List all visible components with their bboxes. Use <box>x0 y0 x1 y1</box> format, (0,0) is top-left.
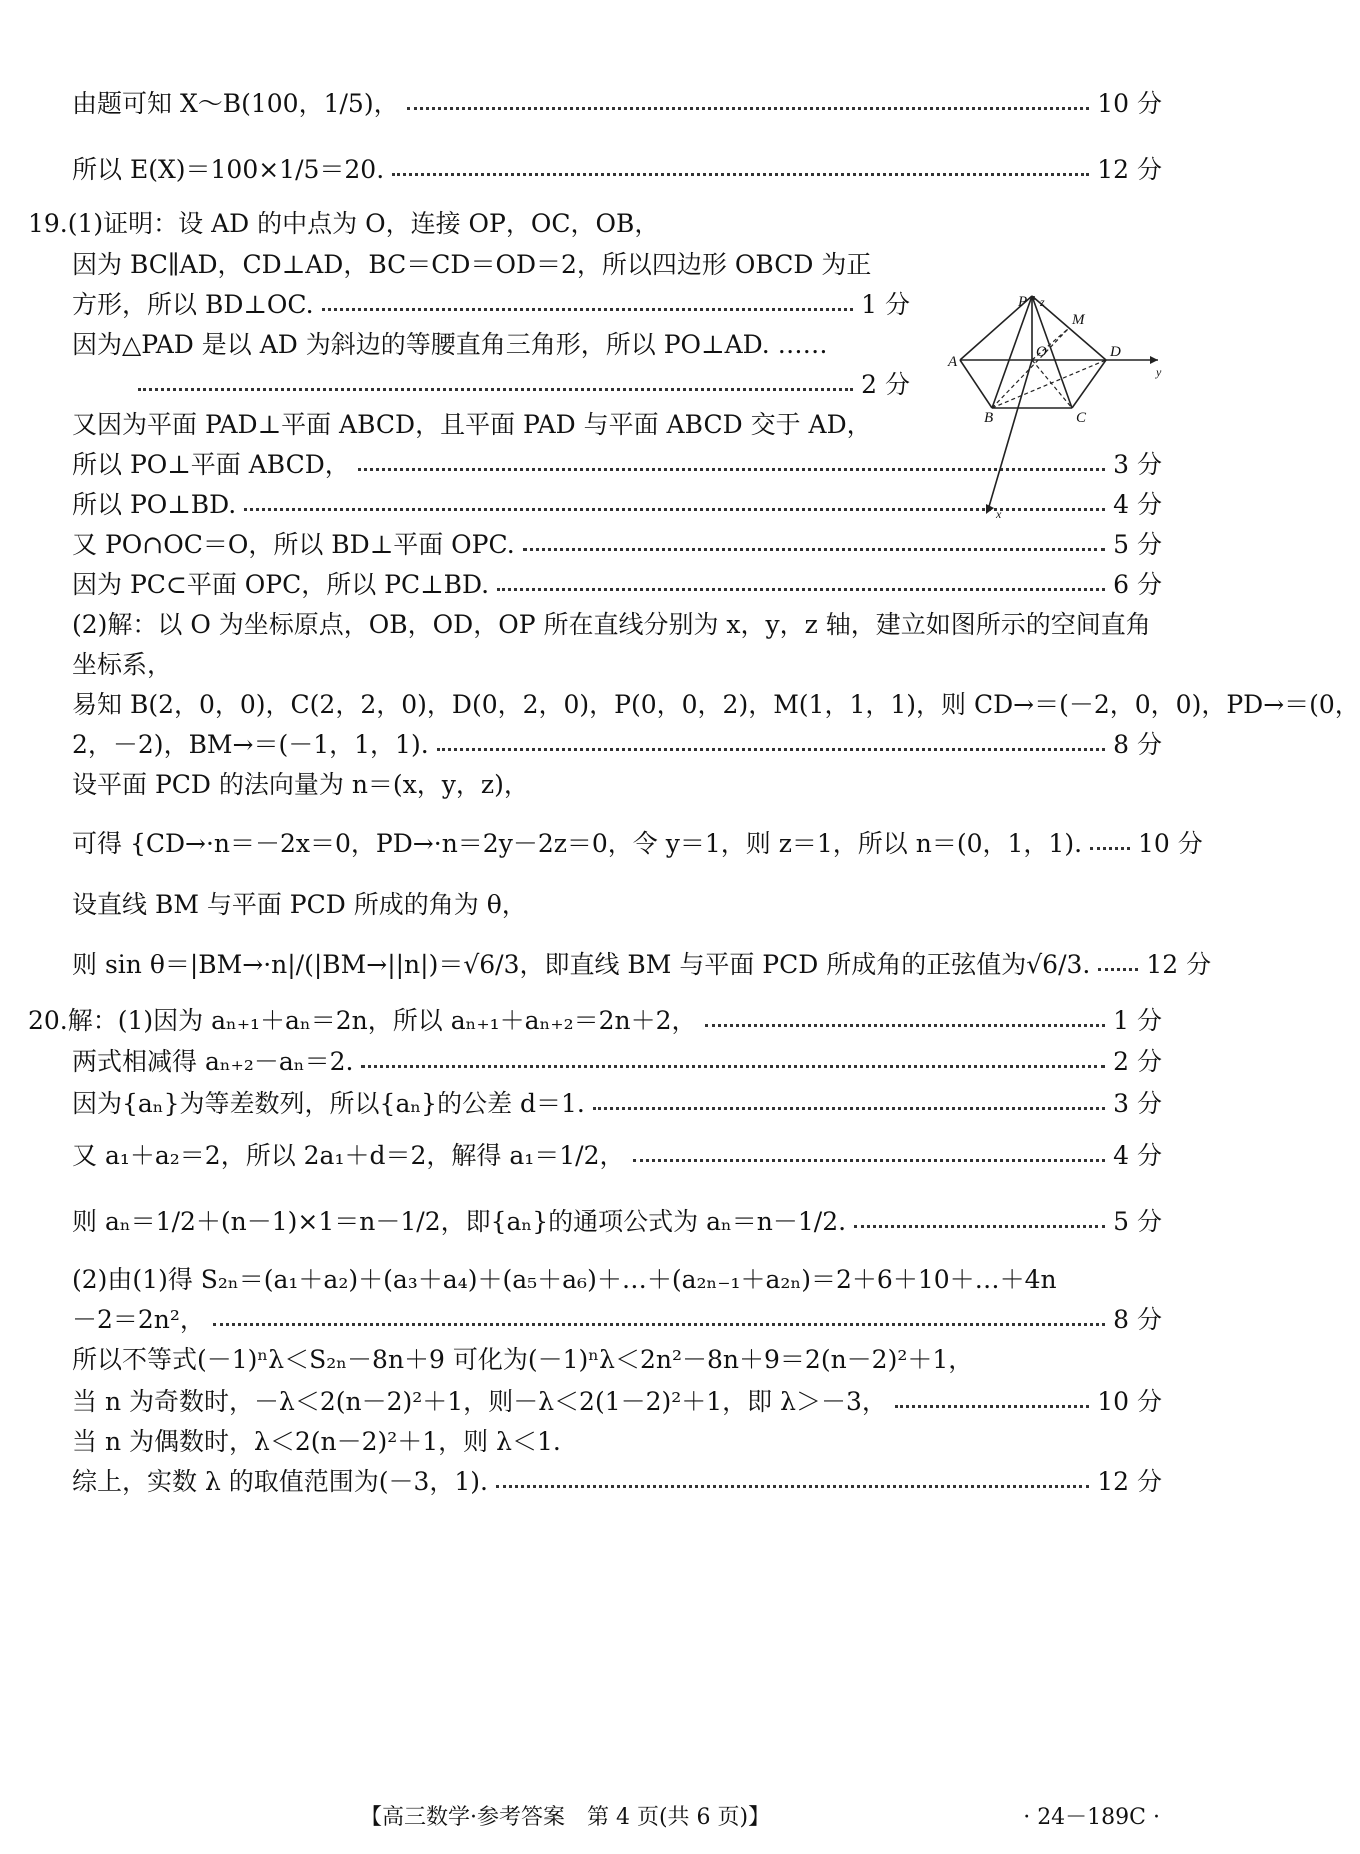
footer-code: · 24－189C · <box>1023 1805 1160 1830</box>
answer-line <box>72 883 1162 923</box>
answer-line <box>72 283 910 323</box>
page-footer <box>0 1800 1200 1832</box>
answer-line <box>72 603 1162 643</box>
line-text: 当 n 为奇数时，－λ＜2(n－2)²＋1，则－λ＜2(1－2)²＋1，即 λ＞－3， <box>72 1387 887 1416</box>
line-text: (2)解：以 O 为坐标原点，OB，OD，OP 所在直线分别为 x，y，z 轴，建立如图所示的空间直角 <box>72 610 1151 639</box>
dot-leader <box>1090 847 1130 850</box>
line-text: 20.解：(1)因为 aₙ₊₁＋aₙ＝2n，所以 aₙ₊₁＋aₙ₊₂＝2n＋2， <box>28 1006 697 1035</box>
answer-line <box>72 1040 1162 1080</box>
line-text: 则 aₙ＝1/2＋(n－1)×1＝n－1/2，即{aₙ}的通项公式为 aₙ＝n－1/2. <box>72 1207 847 1236</box>
line-text: 坐标系， <box>72 650 173 679</box>
question-heading <box>28 202 1162 242</box>
line-text: 两式相减得 aₙ₊₂－aₙ＝2. <box>72 1047 354 1076</box>
line-text: 由题可知 X～B(100，1/5)， <box>72 89 399 118</box>
edge-ab <box>960 360 992 408</box>
label-d: D <box>1110 344 1121 360</box>
dot-leader <box>1098 968 1138 971</box>
label-z: z <box>1040 295 1045 309</box>
line-text: 设平面 PCD 的法向量为 n＝(x，y，z)， <box>72 770 529 799</box>
dot-leader <box>895 1405 1089 1408</box>
dot-leader <box>633 1159 1106 1162</box>
answer-line <box>72 1420 1162 1460</box>
score-label: 12 分 <box>1097 155 1162 184</box>
dot-leader <box>361 1065 1105 1068</box>
score-label: 4 分 <box>1113 490 1162 519</box>
answer-line <box>72 643 1162 683</box>
answer-line <box>72 723 1162 763</box>
answer-line <box>72 763 1162 803</box>
line-text: 又 PO∩OC＝O，所以 BD⊥平面 OPC. <box>72 530 515 559</box>
line-text: 又 a₁＋a₂＝2，所以 2a₁＋d＝2，解得 a₁＝1/2， <box>72 1141 625 1170</box>
x-axis <box>988 360 1032 510</box>
answer-line <box>72 1460 1162 1500</box>
line-text: (2)由(1)得 S₂ₙ＝(a₁＋a₂)＋(a₃＋a₄)＋(a₅＋a₆)＋…＋(a₂ₙ₋₁＋a₂ₙ)＝2＋6＋10＋…＋4n <box>72 1265 1057 1294</box>
dot-leader <box>523 548 1105 551</box>
answer-line <box>72 1200 1162 1240</box>
answer-line <box>72 1338 1162 1378</box>
diag-oc <box>1032 360 1072 408</box>
label-b: B <box>984 410 994 426</box>
score-label: 5 分 <box>1113 1207 1162 1236</box>
dot-leader <box>496 1485 1089 1488</box>
line-text: 因为{aₙ}为等差数列，所以{aₙ}的公差 d＝1. <box>72 1089 585 1118</box>
label-o: O <box>1036 344 1047 360</box>
pyramid-diagram <box>922 296 1172 520</box>
answer-line <box>72 1258 1162 1298</box>
dot-leader <box>322 308 854 311</box>
line-text: 2，－2)，BM→＝(－1，1，1). <box>72 730 429 759</box>
answer-line <box>72 1134 1162 1174</box>
pyramid-figure <box>922 296 1172 520</box>
line-text: 综上，实数 λ 的取值范围为(－3，1). <box>72 1467 489 1496</box>
label-m: M <box>1072 312 1085 328</box>
label-p: P <box>1018 294 1028 310</box>
answer-line <box>72 523 1162 563</box>
answer-line <box>72 822 1203 862</box>
label-a: A <box>948 354 958 370</box>
score-label: 2 分 <box>1113 1047 1162 1076</box>
line-text: －2＝2n²， <box>72 1305 205 1334</box>
score-label: 3 分 <box>1113 450 1162 479</box>
score-label: 6 分 <box>1113 570 1162 599</box>
score-label: 10 分 <box>1097 89 1162 118</box>
answer-line <box>72 243 910 283</box>
dot-leader <box>705 1024 1106 1027</box>
answer-line <box>72 82 1162 122</box>
line-text: 所以 E(X)＝100×1/5＝20. <box>72 155 385 184</box>
score-label: 10 分 <box>1097 1387 1162 1416</box>
score-label: 1 分 <box>1113 1006 1162 1035</box>
answer-line <box>72 943 1212 983</box>
label-c: C <box>1076 410 1087 426</box>
line-text: 因为 PC⊂平面 OPC，所以 PC⊥BD. <box>72 570 490 599</box>
dot-leader <box>437 748 1105 751</box>
line-text: 19.(1)证明：设 AD 的中点为 O，连接 OP，OC，OB， <box>28 209 660 238</box>
score-label: 5 分 <box>1113 530 1162 559</box>
score-label: 1 分 <box>861 290 910 319</box>
line-text: 方形，所以 BD⊥OC. <box>72 290 314 319</box>
dot-leader <box>407 107 1090 110</box>
score-label: 8 分 <box>1113 730 1162 759</box>
line-text: 所以 PO⊥BD. <box>72 490 237 519</box>
line-text: 所以不等式(－1)ⁿλ＜S₂ₙ－8n＋9 可化为(－1)ⁿλ＜2n²－8n＋9＝2(n－2)²＋1， <box>72 1345 974 1374</box>
answer-line <box>72 148 1162 188</box>
line-text: 则 sin θ＝|BM→·n|/(|BM→||n|)＝√6/3，即直线 BM 与平面 PCD 所成角的正弦值为√6/3. <box>72 950 1091 979</box>
score-label: 2 分 <box>861 370 910 399</box>
line-text: 所以 PO⊥平面 ABCD， <box>72 450 350 479</box>
answer-line <box>72 403 910 443</box>
line-text: 因为△PAD 是以 AD 为斜边的等腰直角三角形，所以 PO⊥AD. …… <box>72 330 828 359</box>
answer-line <box>28 999 1162 1039</box>
dot-leader <box>593 1107 1105 1110</box>
score-label: 12 分 <box>1097 1467 1162 1496</box>
dot-leader <box>213 1323 1105 1326</box>
line-text: 当 n 为偶数时，λ＜2(n－2)²＋1，则 λ＜1. <box>72 1427 561 1456</box>
line-text: 又因为平面 PAD⊥平面 ABCD，且平面 PAD 与平面 ABCD 交于 AD， <box>72 410 872 439</box>
dot-leader <box>392 173 1089 176</box>
dot-leader <box>138 388 853 391</box>
label-y: y <box>1156 365 1162 379</box>
answer-line <box>72 1380 1162 1420</box>
line-text: 易知 B(2，0，0)，C(2，2，0)，D(0，2，0)，P(0，0，2)，M(1，1，1)，则 CD→＝(－2，0，0)，PD→＝(0， <box>72 690 1360 719</box>
y-axis-arrow <box>1150 356 1158 364</box>
score-label: 8 分 <box>1113 1305 1162 1334</box>
answer-line <box>72 563 1162 603</box>
footer-page-info: 【高三数学·参考答案 第 4 页(共 6 页)】 <box>360 1805 771 1830</box>
score-label: 4 分 <box>1113 1141 1162 1170</box>
answer-line <box>72 323 910 363</box>
label-x: x <box>996 507 1002 521</box>
answer-line <box>130 363 910 403</box>
line-text: 因为 BC∥AD，CD⊥AD，BC＝CD＝OD＝2，所以四边形 OBCD 为正 <box>72 250 872 279</box>
score-label: 12 分 <box>1146 950 1212 979</box>
dot-leader <box>497 588 1105 591</box>
line-text: 可得 {CD→·n＝－2x＝0，PD→·n＝2y－2z＝0，令 y＝1，则 z＝1，所以 n＝(0，1，1). <box>72 829 1083 858</box>
score-label: 10 分 <box>1138 829 1203 858</box>
score-label: 3 分 <box>1113 1089 1162 1118</box>
dot-leader <box>854 1225 1105 1228</box>
answer-line <box>72 683 1360 723</box>
answer-line <box>72 1298 1162 1338</box>
line-text: 设直线 BM 与平面 PCD 所成的角为 θ， <box>72 890 527 919</box>
answer-line <box>72 1082 1162 1122</box>
